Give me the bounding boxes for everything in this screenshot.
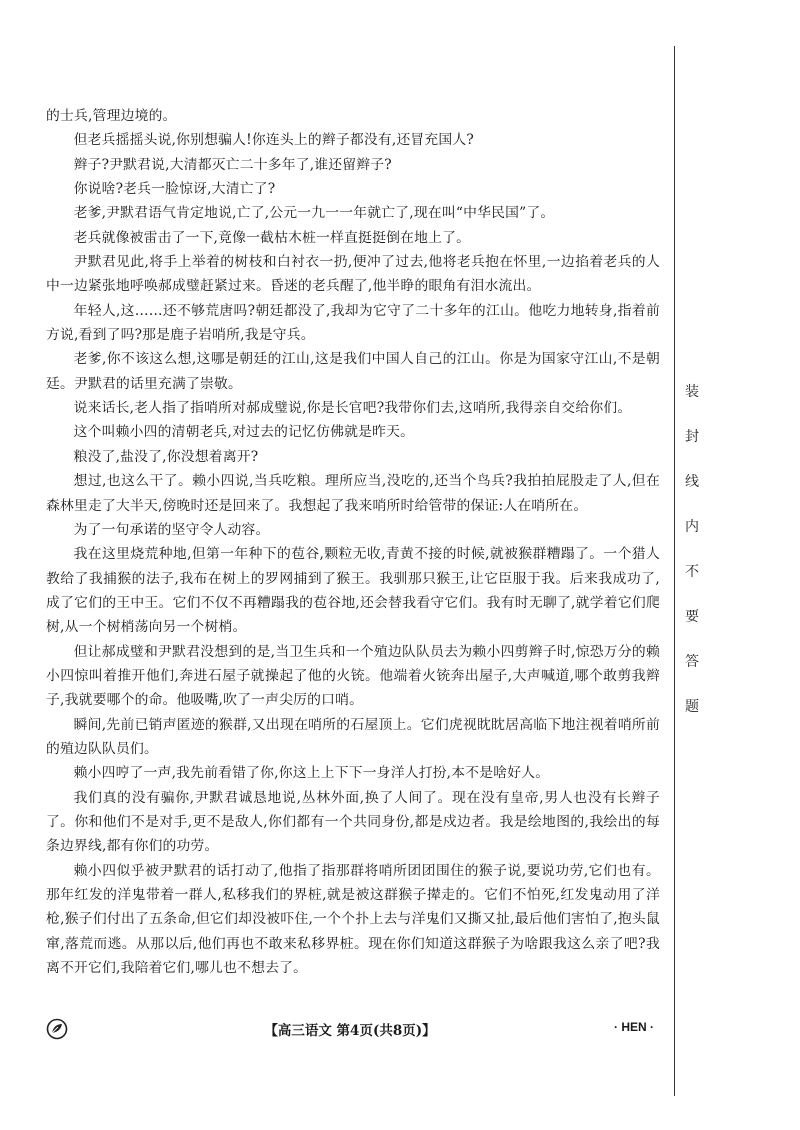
binding-notice xyxy=(682,370,702,730)
paragraph: 我在这里烧荒种地,但第一年种下的苞谷,颗粒无收,青黄不接的时候,就被猴群糟蹋了。一个猎人教给了我捕猴的法子,我布在树上的罗网捕到了猴王。我驯那只猴王,让它臣服于我。后来我成功了,成了它们的王中王。它们不仅不再糟蹋我的苞谷地,还会替我看守它们。我有时无聊了,就学着它们爬树,从一个树梢荡向另一个树梢。 xyxy=(46,546,660,636)
paragraph: 粮没了,盐没了,你没想着离开? xyxy=(73,448,259,465)
paragraph: 这个叫赖小四的清朝老兵,对过去的记忆仿佛就是昨天。 xyxy=(73,424,415,441)
paragraph: 老爹,你不该这么想,这哪是朝廷的江山,这是我们中国人自己的江山。你是为国家守江山,不是朝廷。尹默君的话里充满了崇敬。 xyxy=(46,351,660,392)
paragraph: 辫子?尹默君说,大清都灭亡二十多年了,谁还留辫子? xyxy=(73,156,392,173)
notice-char: 线 xyxy=(685,474,699,490)
notice-char: 要 xyxy=(685,609,699,625)
notice-char: 装 xyxy=(685,384,699,400)
paragraph: 年轻人,这……还不够荒唐吗?朝廷都没了,我却为它守了二十多年的江山。他吃力地转身,指着前方说,看到了吗?那是鹿子岩哨所,我是守兵。 xyxy=(46,302,660,344)
paragraph: 赖小四似乎被尹默君的话打动了,他指了指那群将哨所团团围住的猴子说,要说功劳,它们也有。那年红发的洋鬼带着一群人,私移我们的界桩,就是被这群猴子撵走的。它们不怕死,红发鬼动用了洋枪,猴子们付出了五条命,但它们却没被吓住,一个个扑上去与洋鬼们又撕又扯,最后他们害怕了,抱头鼠窜,落荒而逃。从那以后,他们再也不敢来私移界桩。现在你们知道这群猴子为啥跟我这么亲了吧?我离不开它们,我陪着它们,哪儿也不想去了。 xyxy=(46,862,660,977)
paragraph: 尹默君见此,将手上举着的树枝和白衬衣一扔,便冲了过去,他将老兵抱在怀里,一边掐着老兵的人中一边紧张地呼唤郝成璧赶紧过来。昏迷的老兵醒了,他半睁的眼角有泪水流出。 xyxy=(46,254,660,295)
paragraph: 的士兵,管理边境的。 xyxy=(46,108,177,124)
notice-char: 答 xyxy=(685,654,699,670)
paragraph: 说来话长,老人指了指哨所对郝成璧说,你是长官吧?我带你们去,这哨所,我得亲自交给你们。 xyxy=(73,400,632,417)
notice-char: 内 xyxy=(685,519,699,535)
paragraph: 瞬间,先前已销声匿迹的猴群,又出现在哨所的石屋顶上。它们虎视眈眈居高临下地注视着哨所前的殖边队队员们。 xyxy=(46,716,660,757)
paragraph: 老爹,尹默君语气肯定地说,亡了,公元一九一一年就亡了,现在叫“中华民国”了。 xyxy=(73,205,555,222)
paragraph: 赖小四哼了一声,我先前看错了你,你这上上下下一身洋人打扮,本不是啥好人。 xyxy=(73,765,550,782)
notice-char: 不 xyxy=(685,564,699,580)
paragraph: 但老兵摇摇头说,你别想骗人!你连头上的辫子都没有,还冒充国人? xyxy=(73,132,475,149)
binding-line xyxy=(674,46,675,1096)
exam-code: · HEN · xyxy=(614,1020,654,1034)
notice-char: 封 xyxy=(685,429,699,445)
notice-char: 题 xyxy=(685,699,699,715)
page-footer: 【高三语文 第4页(共8页)】 xyxy=(264,1023,436,1039)
paragraph: 你说啥?老兵一脸惊讶,大清亡了? xyxy=(73,181,276,198)
paragraph: 我们真的没有骗你,尹默君诚恳地说,丛林外面,换了人间了。现在没有皇帝,男人也没有长辫子了。你和他们不是对手,更不是敌人,你们都有一个共同身份,都是戍边者。我是绘地图的,我绘出的每条边界线,都有你们的功劳。 xyxy=(46,789,660,855)
paragraph: 但让郝成璧和尹默君没想到的是,当卫生兵和一个殖边队队员去为赖小四剪辫子时,惊恐万分的赖小四惊叫着推开他们,奔进石屋子就操起了他的火铳。他端着火铳奔出屋子,大声喊道,哪个敢剪我辫子,我就要哪个的命。他吸嘴,吹了一声尖厉的口哨。 xyxy=(46,643,660,709)
paragraph: 老兵就像被雷击了一下,竟像一截枯木桩一样直挺挺倒在地上了。 xyxy=(73,229,471,246)
paragraph: 想过,也这么干了。赖小四说,当兵吃粮。理所应当,没吃的,还当个鸟兵?我拍拍屁股走了人,但在森林里走了大半天,傍晚时还是回来了。我想起了我来哨所时给管带的保证:人在哨所在。 xyxy=(46,473,660,514)
article-body xyxy=(46,104,660,980)
paragraph: 为了一句承诺的坚守令人动容。 xyxy=(73,521,270,538)
